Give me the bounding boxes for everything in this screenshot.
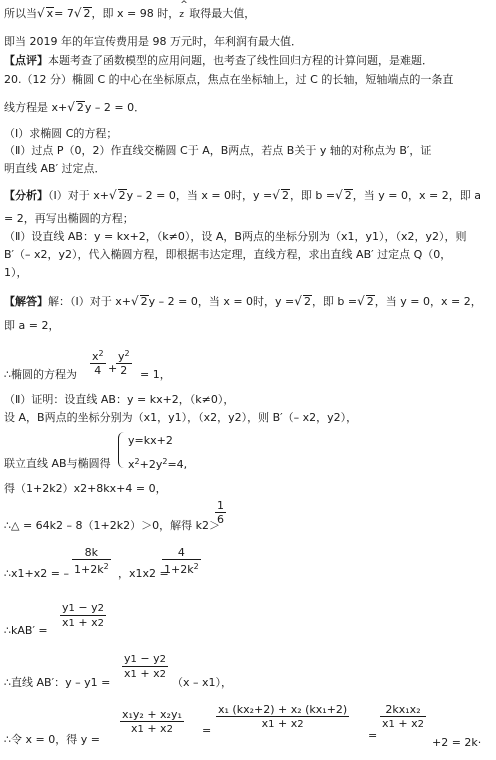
fraction-1-over-6: $\frac{1}{6}$	[217, 499, 224, 526]
part-1: （Ⅰ）求椭圆 C的方程；	[4, 127, 118, 140]
fraction-product: $\frac{4}{1+2k^2}$	[164, 546, 199, 576]
line-18: 设 A，B两点的坐标分别为（x1，y1），（x2，y2），则 B′（– x2，y2），	[4, 411, 358, 424]
line-1: 所以当√ x= 7√ 2，即 x = 98 时， ^ z 取得最大值，	[4, 0, 256, 20]
slope-line: ∴kAB′ =	[4, 624, 48, 637]
ellipse-equation-label: ∴椭圆的方程为	[4, 368, 77, 381]
line-17: （Ⅱ）证明：设直线 AB：y = kx+2，（k≠0），	[4, 393, 235, 406]
line-2: 即当 2019 年的年宣传费用是 98 万元时，年利润有最大值．	[4, 35, 302, 48]
fraction-sum: $\frac{8k}{1+2k^2}$	[74, 546, 109, 576]
line-8: 明直线 AB′ 过定点．	[4, 162, 106, 175]
line-15: 即 a = 2，	[4, 319, 60, 332]
fraction-term-1: $\frac{\text{x₁y₂ + x₂y₁}}{x1 + x2}$	[122, 708, 182, 735]
fraction-x2-over-4: $\frac{x^2}{4}$	[92, 349, 104, 377]
system-eq-2: $x^2+2y^2=4$,	[128, 457, 188, 471]
part-2: （Ⅱ）过点 P（0，2）作直线交椭圆 C于 A，B两点，若点 B关于 y 轴的对称点为 B′，证	[4, 144, 432, 157]
system-brace	[118, 432, 127, 468]
line-5: 线方程是 x+√ 2y – 2 = 0．	[4, 100, 146, 114]
document-page: 所以当√ x= 7√ 2，即 x = 98 时， ^ z 取得最大值， 即当 2019 年的年宣传费用是 98 万元时，年利润有最大值． 【点评】本题考查了函数模型的应用问题，也考查了线性回归方程的计算问题，是难题． 20.（12 分）椭圆 C 的中心在坐标原点，焦点在坐标轴上，过 C 的长轴，短轴端点的一条直 线方程是 x+√ 2y – 2 = 0． （Ⅰ）求椭圆 C的方程； （Ⅱ）过点 P（0，2）作直线交椭圆 C于 A，B两点，若点 B关于 y 轴的对称点为 B′，证 明直线 AB′ 过定点． 【分析】（Ⅰ）对于 x+√ 2y – 2 = 0，当 x = 0时，y =√ 2，即 b =√ 2，当 y = 0，x = 2，即 a = 2，再写出椭圆的方程； （Ⅱ）设直线 AB：y = kx+2，（k≠0），设 A，B两点的坐标分别为（x1，y1），（x2，y2），则 B′（– x2，y2），代入椭圆方程，即根据韦达定理，直线方程，求出直线 AB′ 过定点 Q（0， 1）， 【解答】解：（Ⅰ）对于 x+√ 2y – 2 = 0，当 x = 0时，y =√ 2，即 b =√ 2，当 y = 0，x = 2， 即 a = 2， ∴椭圆的方程为 $\frac{x^2}{4}$ + $\frac{y^2}{2}$ = 1， （Ⅱ）证明：设直线 AB：y = kx+2，（k≠0）， 设 A，B两点的坐标分别为（x1，y1），（x2，y2），则 B′（– x2，y2）， 联立直线 AB与椭圆得 y=kx+2 $x^2+2y^2=4$, 得（1+2k2）x2+8kx+4 = 0， ∴△ = 64k2 – 8（1+2k2）＞0，解得 k2＞ $\frac{1}{6}$ ∴x1+x2 = – $\frac{8k}{1+2k^2}$ ，x1x2 = $\frac{4}{1+2k^2}$ ∴kAB′ = $\frac{y1 - y2}{x1 + x2}$ ∴直线 AB′：y – y1 = $\frac{y1 - y2}{x1 + x2}$ （x – x1）， ∴令 x = 0，得 y = $\frac{\text{x₁y₂ + x₂y₁}}{x1 + x2}$ = $\frac{\text{x₁ (kx₂+2) + x₂ (kx₁+2)}}{x1 + x2}$ = $\frac{\text{2kx₁x₂}}{x1 + x2}$ +2 = 2k·	[4, 0, 482, 749]
line-10: = 2，再写出椭圆的方程；	[4, 212, 134, 225]
fraction-term-2: $\frac{\text{x₁ (kx₂+2) + x₂ (kx₁+2)}}{x1 + x2}$	[218, 703, 348, 730]
system-eq-1: y=kx+2	[128, 434, 173, 447]
solution-line: 【解答】解：（Ⅰ）对于 x+√ 2y – 2 = 0，当 x = 0时，y =√ 2，即 b =√ 2，当 y = 0，x = 2，	[4, 294, 482, 308]
line-ab-equation: ∴直线 AB′：y – y1 =	[4, 676, 111, 689]
fraction-line-slope: $\frac{y1 - y2}{x1 + x2}$	[124, 652, 166, 680]
final-line: ∴令 x = 0，得 y =	[4, 733, 100, 746]
solution-tag: 【解答】	[4, 295, 48, 308]
line-11: （Ⅱ）设直线 AB：y = kx+2，（k≠0），设 A，B两点的坐标分别为（x1，y1），（x2，y2），则	[4, 230, 467, 243]
system-label: 联立直线 AB与椭圆得	[4, 457, 111, 470]
analysis-tag: 【分析】	[4, 189, 48, 202]
line-12: B′（– x2，y2），代入椭圆方程，即根据韦达定理，直线方程，求出直线 AB′ 过定点 Q（0，	[4, 248, 452, 261]
analysis-line: 【分析】（Ⅰ）对于 x+√ 2y – 2 = 0，当 x = 0时，y =√ 2，即 b =√ 2，当 y = 0，x = 2，即 a	[4, 188, 481, 202]
discriminant-line: ∴△ = 64k2 – 8（1+2k2）＞0，解得 k2＞	[4, 519, 220, 532]
fraction-term-3: $\frac{\text{2kx₁x₂}}{x1 + x2}$	[382, 703, 424, 730]
line-3: 【点评】本题考查了函数模型的应用问题，也考查了线性回归方程的计算问题，是难题．	[4, 54, 433, 67]
line-20: 得（1+2k2）x2+8kx+4 = 0，	[4, 482, 167, 495]
fraction-slope: $\frac{y1 - y2}{x1 + x2}$	[62, 601, 104, 629]
line-13: 1），	[4, 266, 28, 279]
comment-tag: 【点评】	[4, 54, 48, 67]
vieta-line: ∴x1+x2 = –	[4, 567, 69, 580]
problem-20: 20.（12 分）椭圆 C 的中心在坐标原点，焦点在坐标轴上，过 C 的长轴，短轴端点的一条直	[4, 73, 454, 86]
fraction-y2-over-2: $\frac{y^2}{2}$	[118, 349, 130, 377]
